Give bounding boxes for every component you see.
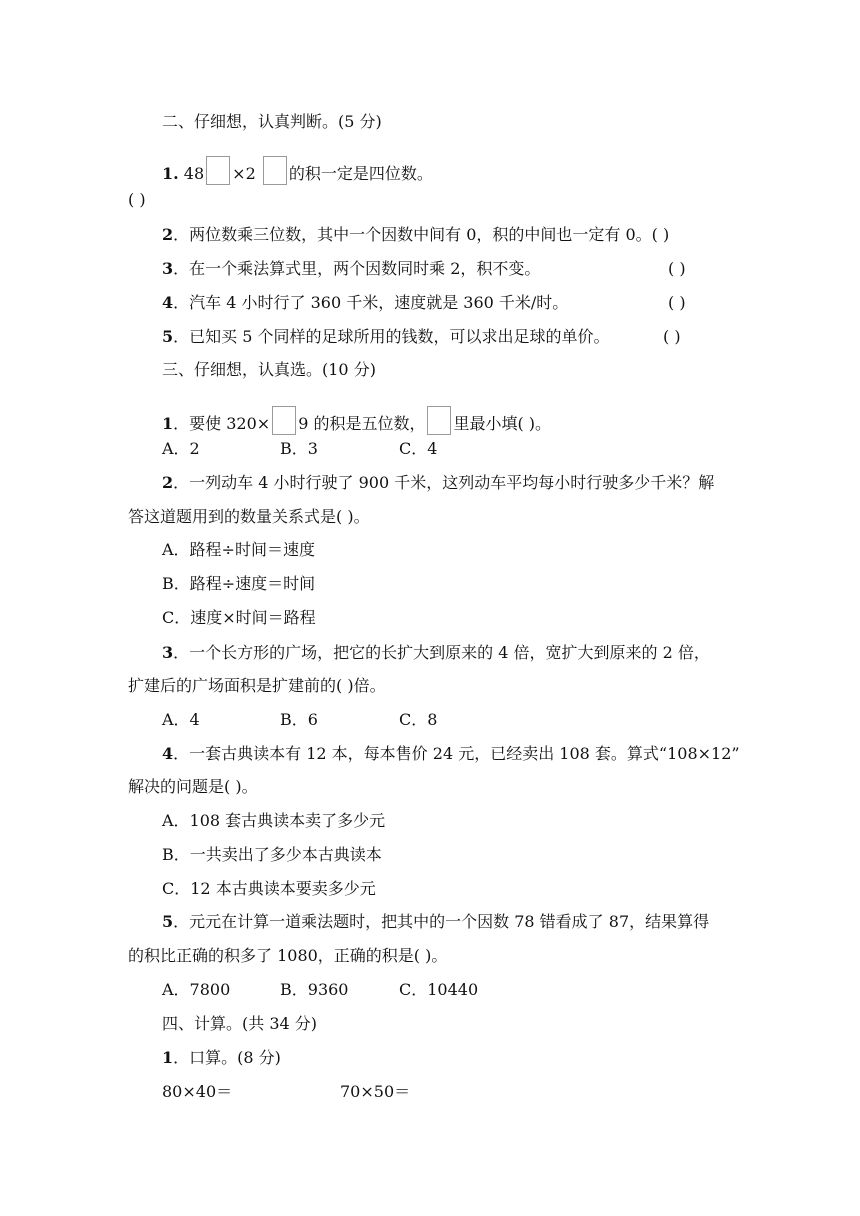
question-number: 5 (162, 912, 174, 931)
section-4-title: 四、计算。(共 34 分) (162, 1014, 318, 1033)
option-a: A．7800 (162, 980, 231, 999)
question-number: 3 (162, 259, 174, 278)
option-a: A．4 (162, 710, 200, 729)
question-text: ．已知买 5 个同样的足球所用的钱数，可以求出足球的单价。 (173, 327, 610, 346)
question-text: ．一列动车 4 小时行驶了 900 千米，这列动车平均每小时行驶多少千米？解 (173, 473, 715, 492)
answer-box (206, 156, 230, 185)
s3-question-2-line-2: 答这道题用到的数量关系式是( )。 (128, 507, 370, 526)
s3-question-5-line-1 (162, 911, 709, 933)
option-a: A．108 套古典读本卖了多少元 (162, 811, 386, 830)
option-a: A．路程÷时间＝速度 (162, 540, 315, 559)
question-number: 1. (162, 164, 179, 183)
s2-q1-answer-paren: ( ) (128, 190, 146, 209)
question-number: 2 (162, 225, 174, 244)
s3-question-4-line-2: 解决的问题是( )。 (128, 777, 258, 796)
option-b: B．6 (280, 710, 318, 729)
question-number: 1 (162, 414, 174, 433)
option-c: C．10440 (399, 980, 479, 999)
question-text: ．一个长方形的广场，把它的长扩大到原来的 4 倍，宽扩大到原来的 2 倍， (173, 643, 710, 662)
question-number: 1 (162, 1048, 174, 1067)
option-c: C．12 本古典读本要卖多少元 (162, 879, 376, 898)
calc-item-2: 70×50＝ (340, 1082, 411, 1101)
option-b: B．路程÷速度＝时间 (162, 574, 316, 593)
option-a: A．2 (162, 439, 200, 458)
s2-question-2 (162, 224, 669, 246)
question-text: ．要使 320× (173, 414, 271, 433)
question-text: 的积一定是四位数。 (288, 164, 433, 183)
section-3-title: 三、仔细想，认真选。(10 分) (162, 360, 376, 379)
s2-q4-answer-paren: ( ) (668, 293, 686, 312)
s2-question-3 (162, 258, 540, 280)
s3-question-2-line-1 (162, 472, 714, 494)
question-text: 里最小填( )。 (453, 414, 552, 433)
question-number: 4 (162, 293, 174, 312)
question-text: ×2 (232, 164, 256, 183)
answer-box (263, 156, 287, 185)
s2-q5-answer-paren: ( ) (663, 327, 681, 346)
s3-question-3-line-2: 扩建后的广场面积是扩建前的( )倍。 (128, 676, 386, 695)
s2-question-5 (162, 326, 610, 348)
option-c: C．4 (399, 439, 438, 458)
section-2-title: 二、仔细想，认真判断。(5 分) (162, 112, 382, 131)
question-text: 48 (183, 164, 205, 183)
question-number: 3 (162, 643, 174, 662)
s3-question-5-line-2: 的积比正确的积多了 1080，正确的积是( )。 (128, 946, 448, 965)
option-b: B．9360 (280, 980, 349, 999)
question-number: 4 (162, 744, 174, 763)
question-text: ．两位数乘三位数，其中一个因数中间有 0，积的中间也一定有 0。( ) (173, 225, 670, 244)
option-c: C．8 (399, 710, 438, 729)
s3-question-1 (162, 406, 551, 435)
question-number: 2 (162, 473, 174, 492)
s2-question-1 (162, 156, 433, 185)
question-text: 9 的积是五位数， (298, 414, 426, 433)
question-text: ．口算。(8 分) (173, 1048, 281, 1067)
question-text: ．在一个乘法算式里，两个因数同时乘 2，积不变。 (173, 259, 541, 278)
s4-question-1 (162, 1047, 281, 1069)
calc-item-1: 80×40＝ (162, 1082, 233, 1101)
s3-question-4-line-1 (162, 743, 740, 765)
question-text: ．元元在计算一道乘法题时，把其中的一个因数 78 错看成了 87，结果算得 (173, 912, 710, 931)
question-text: ．汽车 4 小时行了 360 千米，速度就是 360 千米/时。 (173, 293, 569, 312)
option-b: B．3 (280, 439, 318, 458)
s2-q3-answer-paren: ( ) (668, 259, 686, 278)
option-c: C．速度×时间＝路程 (162, 608, 316, 627)
option-b: B．一共卖出了多少本古典读本 (162, 845, 382, 864)
question-text: ．一套古典读本有 12 本，每本售价 24 元，已经卖出 108 套。算式“108×12” (173, 744, 740, 763)
answer-box (427, 406, 451, 435)
answer-box (272, 406, 296, 435)
question-number: 5 (162, 327, 174, 346)
s2-question-4 (162, 292, 568, 314)
s3-question-3-line-1 (162, 642, 710, 664)
